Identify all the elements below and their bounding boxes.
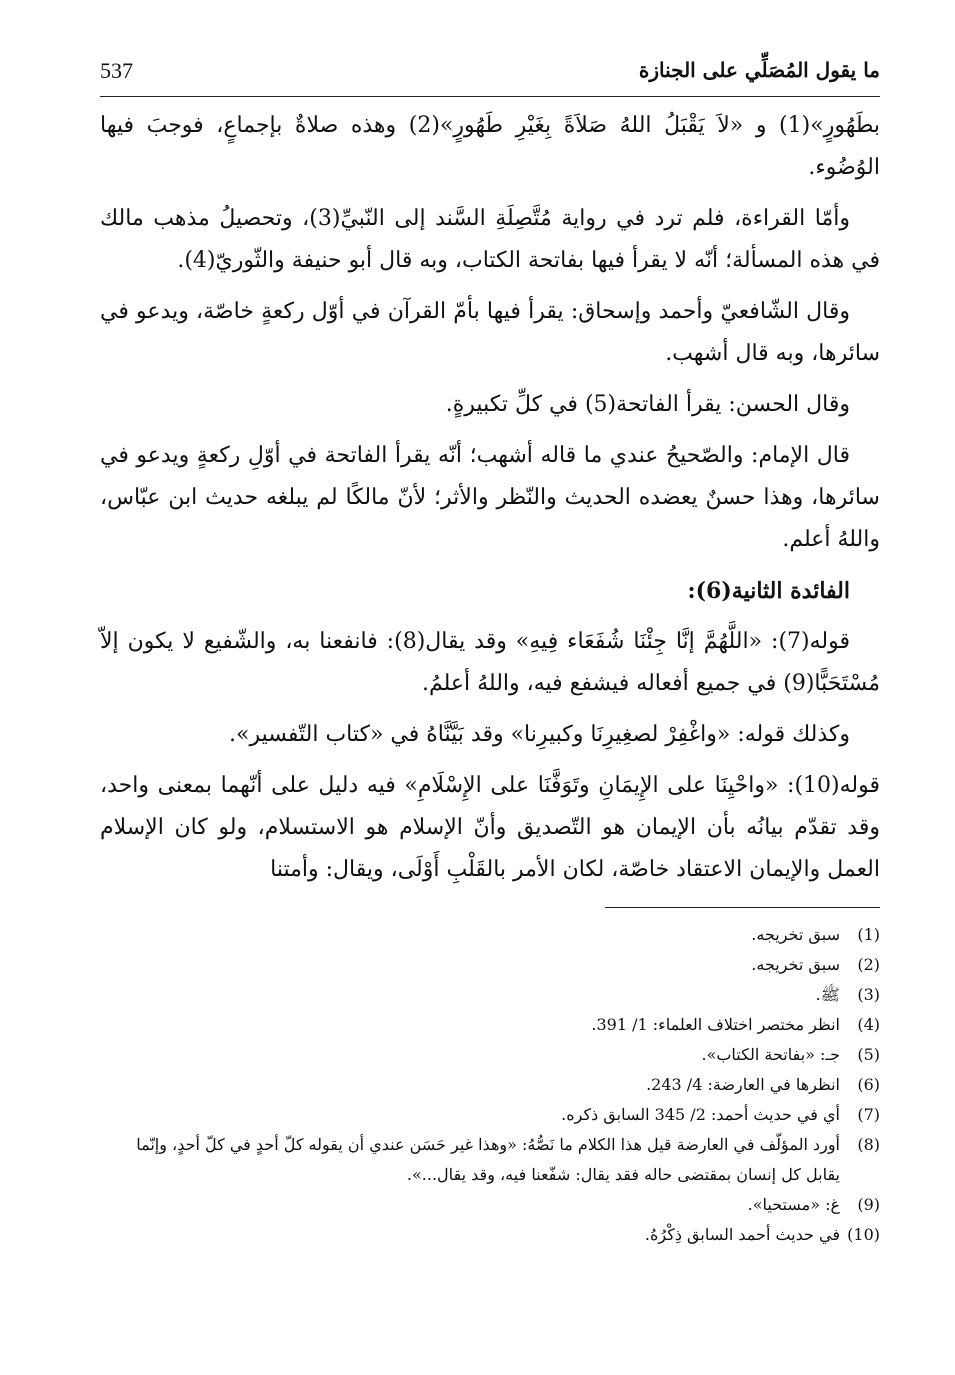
paragraph: وكذلك قوله: «واغْفِرْ لصغِيرِنَا وكبيرِنا» وقد بَيَّنَّاهُ في «كتاب التّفسير». <box>229 722 850 747</box>
footnote-number: (8) <box>857 1135 880 1154</box>
footnote-text: في حديث أحمد السابق ذِكْرُهُ. <box>644 1225 840 1244</box>
footnote-number: (4) <box>857 1015 880 1034</box>
paragraph: بطَهُورٍ»(1) و «لاَ يَقْبَلُ اللهُ صَلاَةً بِغَيْرِ طَهُورٍ»(2) وهذه صلاةٌ بإجماعٍ، فوجبَ فيها الوُضُوء. <box>100 113 880 180</box>
footnote-text: أي في حديث أحمد: 2/ 345 السابق ذكره. <box>561 1105 840 1124</box>
paragraph: وأمّا القراءة، فلم ترد في رواية مُتَّصِلَةِ السَّند إلى النّبيِّ(3)، وتحصيلُ مذهب مالك في هذه المسألة؛ أنّه لا يقرأ فيها بفاتحة الكتاب، وبه قال أبو حنيفة والثّوريّ(4). <box>100 206 880 273</box>
footnote <box>100 980 880 1010</box>
footnote-text: سبق تخريجه. <box>751 925 840 944</box>
section-heading: الفائدة الثانية(6): <box>687 578 850 604</box>
footnote-number: (3) <box>857 985 880 1004</box>
footnote <box>100 920 880 950</box>
footnote <box>100 950 880 980</box>
footnote-number: (2) <box>857 955 880 974</box>
footnote-number: (9) <box>857 1195 880 1214</box>
footnote <box>100 1010 880 1040</box>
footnote-text: جـ: «بفاتحة الكتاب». <box>701 1045 840 1064</box>
footnote <box>100 1070 880 1100</box>
paragraph: قوله(7): «اللَّهُمَّ إنَّا جِئْنَا شُفَعَاء فِيهِ» وقد يقال(8): فانفعنا به، والشّفيع لا يكون إلاّ مُسْتَحَبًّا(9) في جميع أفعاله فيشفع فيه، واللهُ أعلمُ. <box>100 629 880 696</box>
footnote-text: غ: «مستحيا». <box>747 1195 840 1214</box>
page-header <box>100 56 880 97</box>
footnote <box>100 1220 880 1250</box>
footnote-divider <box>605 907 880 908</box>
footnote-text: انظر مختصر اختلاف العلماء: 1/ 391. <box>591 1015 840 1034</box>
page-number: 537 <box>100 58 133 83</box>
footnote <box>100 1040 880 1070</box>
book-page <box>100 56 880 1250</box>
paragraph: وقال الشّافعيّ وأحمد وإسحاق: يقرأ فيها بأمّ القرآن في أوّل ركعةٍ خاصّة، ويدعو في سائرها، وبه قال أشهب. <box>100 299 880 366</box>
footnote-number: (1) <box>857 925 880 944</box>
footnote <box>100 1190 880 1220</box>
footnote-number: (6) <box>857 1075 880 1094</box>
footnote <box>100 1100 880 1130</box>
footnote-text: أورد المؤلّف في العارضة قيل هذا الكلام ما نَصُّهُ: «وهذا غير حَسَن عندي أن يقوله كلّ أحدٍ في كلّ أحدٍ، وإنّما يقابل كل إنسان بمقتضى حاله فقد يقال: شفّعنا فيه، وقد يقال...». <box>136 1135 840 1184</box>
paragraph: قال الإمام: والصّحيحُ عندي ما قاله أشهب؛ أنّه يقرأ الفاتحة في أوّلِ ركعةٍ ويدعو في سائرها، وهذا حسنٌ يعضده الحديث والنّظر والأثر؛ لأنّ مالكًا لم يبلغه حديث ابن عبّاس، واللهُ أعلم. <box>100 443 880 552</box>
footnote-text: ﷺ. <box>815 985 840 1004</box>
footnote-text: سبق تخريجه. <box>751 955 840 974</box>
footnote-text: انظرها في العارضة: 4/ 243. <box>646 1075 840 1094</box>
paragraph: وقال الحسن: يقرأ الفاتحة(5) في كلِّ تكبيرةٍ. <box>445 392 850 417</box>
footnote <box>100 1130 880 1190</box>
footnote-number: (7) <box>857 1105 880 1124</box>
footnotes-list <box>100 920 880 1250</box>
footnote-number: (10) <box>847 1225 880 1244</box>
main-text <box>100 105 880 891</box>
footnote-number: (5) <box>857 1045 880 1064</box>
running-title: ما يقول المُصَلِّي على الجنازة <box>638 58 880 82</box>
paragraph: قوله(10): «واحْيِنَا على الإِيمَانِ وتَوَفَّنَا على الإِسْلَامِ» فيه دليل على أنّهما بمعنى واحد، وقد تقدّم بيانُه بأن الإيمان هو التّصديق وأنّ الإسلام هو الاستسلام، ولو كان الإسلام العمل والإيمان الاعتقاد خاصّة، لكان الأمر بالقَلْبِ أَوْلَى، ويقال: وأمتنا <box>100 773 880 882</box>
